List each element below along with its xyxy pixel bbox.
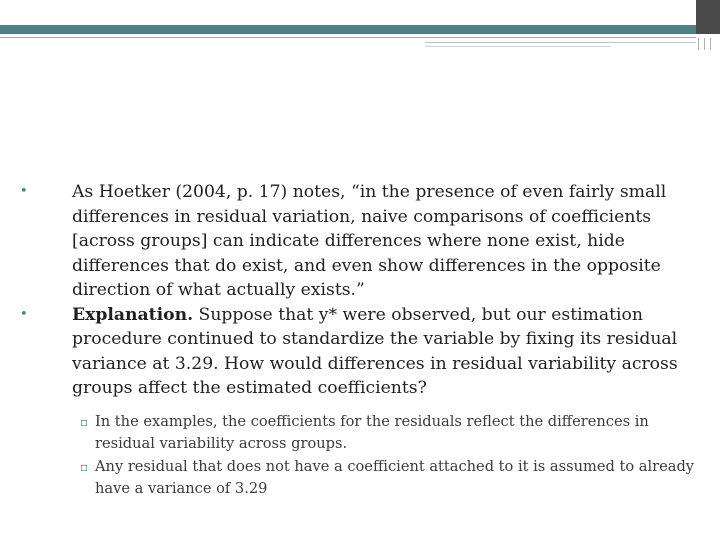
header-corner-block xyxy=(696,0,720,34)
header-rule-2 xyxy=(425,42,696,43)
sub-bullet-marker: ▫ xyxy=(80,414,89,429)
header-rule-3 xyxy=(425,46,610,47)
header-band xyxy=(0,0,720,25)
sub-bullet-list xyxy=(6,411,696,501)
sub-bullet-text: In the examples, the coefficients for the residuals reflect the differences in residual variability across groups. xyxy=(95,412,649,452)
header-accent-bar xyxy=(0,25,696,34)
sub-bullet-item xyxy=(6,456,696,501)
header-rule-1 xyxy=(0,37,696,38)
bullet-quote xyxy=(6,180,696,303)
bullet-explanation-text: Suppose that y* were observed, but our estimation procedure continued to standardize the variable by fixing its residual variance at 3.29. How would differences in residual variability across groups affect the estimated coefficients? xyxy=(72,304,678,398)
sub-bullet-item xyxy=(6,411,696,456)
sub-bullet-marker: ▫ xyxy=(80,459,89,474)
bullet-explanation-lead: Explanation. xyxy=(72,304,194,325)
bullet-marker: • xyxy=(20,306,28,322)
corner-tick-2 xyxy=(704,38,705,50)
bullet-marker: • xyxy=(20,184,28,199)
corner-tick-3 xyxy=(710,38,711,50)
slide-body xyxy=(6,180,696,501)
corner-tick-1 xyxy=(698,38,699,50)
bullet-explanation xyxy=(6,303,696,401)
sub-bullet-text: Any residual that does not have a coefficient attached to it is assumed to already have a variance of 3.29 xyxy=(95,457,695,497)
bullet-quote-text: As Hoetker (2004, p. 17) notes, “in the presence of even fairly small differences in residual variation, naive comparisons of coefficients [across groups] can indicate differences where none exist, hide differences that do exist, and even show differences in the opposite direction of what actually exists.” xyxy=(72,182,667,300)
